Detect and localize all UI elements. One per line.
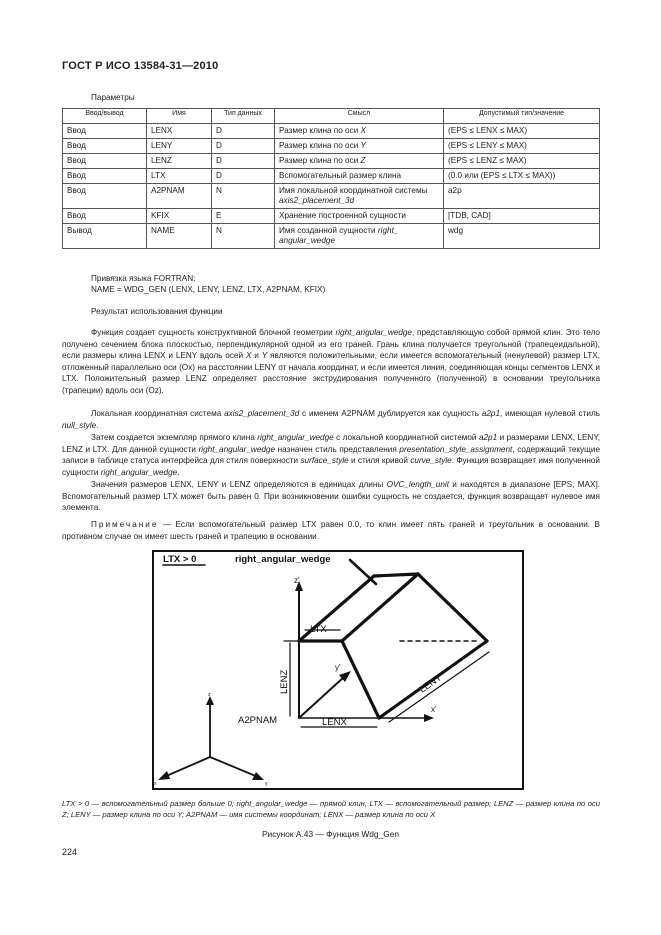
cell-io: Ввод [63,139,147,154]
table-row [63,169,600,184]
cell-allowed: (EPS ≤ LENZ ≤ MAX) [444,154,600,169]
cell-io: Ввод [63,209,147,224]
cell-allowed: (EPS ≤ LENY ≤ MAX) [444,139,600,154]
y-prime-axis [299,677,344,718]
wedge-heading: right_angular_wedge [235,554,331,565]
cell-io: Вывод [63,224,147,249]
parameters-table [62,108,600,249]
cell-type: D [212,124,275,139]
back-slant-edge [418,574,487,641]
paragraph-4: Значения размеров LENX, LENY и LENZ определяются в единицах длины OVC_length_unit и находятся в диапазоне [EPS, MAX]. Вспомогательный размер LTX может быть равен 0. При возникновении ошибки сущность не создается, функция возвращает нулевое имя элемента. [62,480,600,513]
cell-meaning: Вспомогательный размер клина [275,169,444,184]
col-header-type: Тип данных [212,109,275,124]
cell-allowed: a2p [444,184,600,209]
cell-meaning: Размер клина по оси Y [275,139,444,154]
col-header-meaning: Смысл [275,109,444,124]
col-header-name: Имя [147,109,212,124]
wedge-pointer-line [350,560,376,584]
cell-type: D [212,169,275,184]
cell-io: Ввод [63,124,147,139]
cell-type: D [212,139,275,154]
page-number: 224 [62,847,78,857]
figure-caption: LTX > 0 — вспомогательный размер больше 0; right_angular_wedge — прямой клин; LTX — вспомогательный размер; LENZ — размер клина по оси Z; LENY — размер клина по оси Y; A2PNAM — имя системы координат; LENX — размер клина по оси X [62,799,600,819]
small-y-label: y [265,781,268,787]
table-row [63,209,600,224]
cell-type: N [212,184,275,209]
wedge-diagram [154,552,521,787]
x-prime-label: x' [431,705,437,714]
top-edge-right [342,574,418,641]
cell-name: LENX [147,124,212,139]
leny-dimension [389,652,489,722]
params-title: Параметры [91,93,135,102]
cell-io: Ввод [63,184,147,209]
note: Примечание — Если вспомогательный размер LTX равен 0.0, то клин имеет пять граней и треугольник в основании. В противном случае он имеет шесть граней и трапецию в основании. [62,520,600,541]
lenx-dim-label: LENX [322,717,347,728]
table-row [63,224,600,249]
ltx-dim-label: LTX [310,624,327,635]
small-z-label: z [208,692,211,698]
top-back-edge [374,574,418,576]
lenz-dim-label: LENZ [279,669,290,694]
cell-meaning: Имя локальной координатной системы axis2_placement_3d [275,184,444,209]
binding-line-2: NAME = WDG_GEN (LENX, LENY, LENZ, LTX, A2PNAM, KFIX) [91,285,326,294]
paragraph-2: Локальная координатная система axis2_placement_3d с именем A2PNAM дублируется как сущность a2p1, имеющая нулевой стиль null_style. [62,409,601,430]
a2pnam-label: A2PNAM [238,715,278,726]
cell-name: A2PNAM [147,184,212,209]
cell-meaning: Имя созданной сущности right_ angular_wedge [275,224,444,249]
cell-name: LENY [147,139,212,154]
cell-meaning: Размер клина по оси X [275,124,444,139]
table-row [63,124,600,139]
table-row [63,154,600,169]
leny-dim-label: LENY [417,672,445,696]
document-header: ГОСТ Р ИСО 13584-31—2010 [62,60,219,72]
wedge-figure [152,550,524,790]
cell-allowed: (0.0 или (EPS ≤ LTX ≤ MAX)) [444,169,600,184]
ltx-heading: LTX > 0 [163,554,197,565]
cell-name: KFIX [147,209,212,224]
x-prime-arrow [424,714,434,722]
z-prime-label: z' [294,576,300,585]
cell-meaning: Размер клина по оси Z [275,154,444,169]
small-x-axis [164,757,210,777]
cell-name: LENZ [147,154,212,169]
binding-line-1: Привязка языка FORTRAN: [91,274,196,283]
table-row [63,139,600,154]
cell-meaning: Хранение построенной сущности [275,209,444,224]
figure-title: Рисунок А.43 — Функция Wdg_Gen [261,829,400,839]
result-title: Результат использования функции [91,307,223,316]
cell-io: Ввод [63,154,147,169]
cell-type: N [212,224,275,249]
paragraph-1: Функция создает сущность конструктивной блочной геометрии right_angular_wedge, представляющую собой прямой клин. Это тело получено сечением блока плоскостью, перпендикулярной одной из его граней. Грань клина получается треугольной (трапецеидальной), если размеры клина LENX и LENY вдоль осей X и Y являются положительными, если имеется вспомогательный (ненулевой) размер LTX, отложенный параллельно оси (Ox) на расстоянии LENY от начала координат, и если имеется линия, соединяющая концы сегментов LENX и LTX. Положительный размер LENZ определяет расстояние экструдирования полученного (полученной) в основании треугольника (трапеции) вдоль оси (Oz). [62,328,601,395]
cell-allowed: wdg [444,224,600,249]
cell-allowed: [TDB, CAD] [444,209,600,224]
cell-io: Ввод [63,169,147,184]
y-prime-label: y' [335,663,341,672]
cell-allowed: (EPS ≤ LENX ≤ MAX) [444,124,600,139]
col-header-allowed: Допустимый тип/значение [444,109,600,124]
small-x-label: x [154,781,157,787]
paragraph-3: Затем создается экземпляр прямого клина right_angular_wedge с локальной координатной системой a2p1 и размерами LENX, LENY, LENZ и LTX. Для данной сущности right_angular_wedge назначен стиль представления presentation_style_assignment, содержащий текущие записи в таблице статуса интерфейса для стиля поверхности surface_style и стиля кривой curve_style. Функция возвращает имя полученной сущности right_angular_wedge. [62,433,601,477]
small-y-axis [210,757,258,777]
cell-name: NAME [147,224,212,249]
table-header-row [63,109,600,124]
table-row [63,184,600,209]
cell-type: D [212,154,275,169]
col-header-io: Ввод/вывод [63,109,147,124]
cell-type: E [212,209,275,224]
cell-name: LTX [147,169,212,184]
note-label: Примечание [91,520,159,529]
